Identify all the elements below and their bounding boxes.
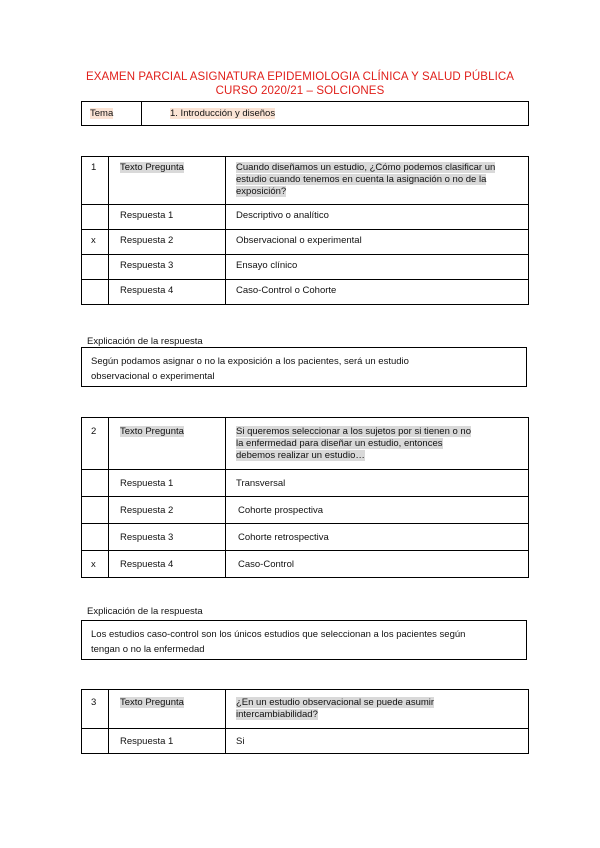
answer-row bbox=[82, 255, 529, 280]
answer-label: Respuesta 2 bbox=[120, 235, 174, 246]
answer-label: Respuesta 3 bbox=[120, 260, 174, 271]
answer-mark: x bbox=[91, 559, 96, 570]
answer-mark bbox=[82, 524, 108, 535]
question-1-table bbox=[81, 156, 529, 305]
question-row bbox=[82, 157, 529, 205]
question-3-table bbox=[81, 689, 529, 754]
exam-title-line1: EXAMEN PARCIAL ASIGNATURA EPIDEMIOLOGIA CLÍNICA Y SALUD PÚBLICA bbox=[85, 71, 515, 83]
question-text-line: debemos realizar un estudio… bbox=[236, 450, 365, 461]
answer-label: Respuesta 4 bbox=[120, 285, 174, 296]
answer-mark bbox=[82, 497, 108, 508]
question-text: Cuando diseñamos un estudio, ¿Cómo podemos clasificar un estudio cuando tenemos en cuenta la asignación o no de la exposición? bbox=[236, 162, 496, 197]
answer-row bbox=[82, 729, 529, 754]
question-text-line: la enfermedad para diseñar un estudio, entonces bbox=[236, 438, 443, 449]
explanation-box bbox=[81, 347, 527, 387]
answer-label: Respuesta 3 bbox=[120, 532, 174, 543]
answer-text: Si bbox=[236, 736, 245, 747]
question-row bbox=[82, 418, 529, 470]
answer-label: Respuesta 1 bbox=[120, 736, 174, 747]
topic-table bbox=[81, 101, 529, 126]
answer-row bbox=[82, 551, 529, 578]
question-2-table bbox=[81, 417, 529, 578]
answer-row bbox=[82, 524, 529, 551]
answer-row bbox=[82, 280, 529, 305]
answer-mark bbox=[82, 470, 108, 481]
answer-text: Descriptivo o analítico bbox=[236, 210, 329, 221]
answer-text: Cohorte retrospectiva bbox=[238, 532, 329, 543]
question-label: Texto Pregunta bbox=[120, 426, 184, 437]
topic-value-cell bbox=[142, 102, 529, 126]
exam-title-line2: CURSO 2020/21 – SOLCIONES bbox=[215, 85, 385, 97]
explanation-label: Explicación de la respuesta bbox=[87, 336, 203, 347]
answer-row bbox=[82, 497, 529, 524]
answer-label: Respuesta 1 bbox=[120, 210, 174, 221]
answer-row bbox=[82, 470, 529, 497]
answer-mark: x bbox=[91, 235, 96, 246]
explanation-line: observacional o experimental bbox=[91, 371, 215, 382]
explanation-label: Explicación de la respuesta bbox=[87, 606, 203, 617]
answer-row bbox=[82, 205, 529, 230]
question-text-line: intercambiabilidad? bbox=[236, 709, 318, 720]
answer-label: Respuesta 4 bbox=[120, 559, 174, 570]
topic-value: 1. Introducción y diseños bbox=[170, 108, 276, 119]
answer-mark bbox=[82, 205, 108, 213]
answer-text: Ensayo clínico bbox=[236, 260, 298, 271]
answer-text: Cohorte prospectiva bbox=[238, 505, 324, 516]
question-row bbox=[82, 690, 529, 729]
question-text-line: Si queremos seleccionar a los sujetos por si tienen o no bbox=[236, 426, 471, 437]
topic-label: Tema bbox=[90, 108, 114, 119]
explanation-box bbox=[81, 620, 527, 660]
answer-mark bbox=[82, 729, 108, 739]
explanation-line: Los estudios caso-control son los únicos estudios que seleccionan a los pacientes según bbox=[91, 629, 466, 640]
question-number: 1 bbox=[91, 162, 97, 173]
topic-label-cell bbox=[82, 102, 142, 126]
answer-text: Caso-Control o Cohorte bbox=[236, 285, 337, 296]
explanation-line: tengan o no la enfermedad bbox=[91, 644, 205, 655]
explanation-line: Según podamos asignar o no la exposición a los pacientes, será un estudio bbox=[91, 356, 409, 367]
question-label: Texto Pregunta bbox=[120, 162, 184, 173]
answer-mark bbox=[82, 280, 108, 288]
answer-mark bbox=[82, 255, 108, 263]
answer-row bbox=[82, 230, 529, 255]
question-number: 2 bbox=[91, 426, 97, 437]
question-text-line: ¿En un estudio observacional se puede asumir bbox=[236, 697, 435, 708]
answer-text: Caso-Control bbox=[238, 559, 294, 570]
question-number: 3 bbox=[91, 697, 97, 708]
answer-text: Transversal bbox=[236, 478, 286, 489]
answer-text: Observacional o experimental bbox=[236, 235, 362, 246]
answer-label: Respuesta 2 bbox=[120, 505, 174, 516]
question-label: Texto Pregunta bbox=[120, 697, 184, 708]
answer-label: Respuesta 1 bbox=[120, 478, 174, 489]
